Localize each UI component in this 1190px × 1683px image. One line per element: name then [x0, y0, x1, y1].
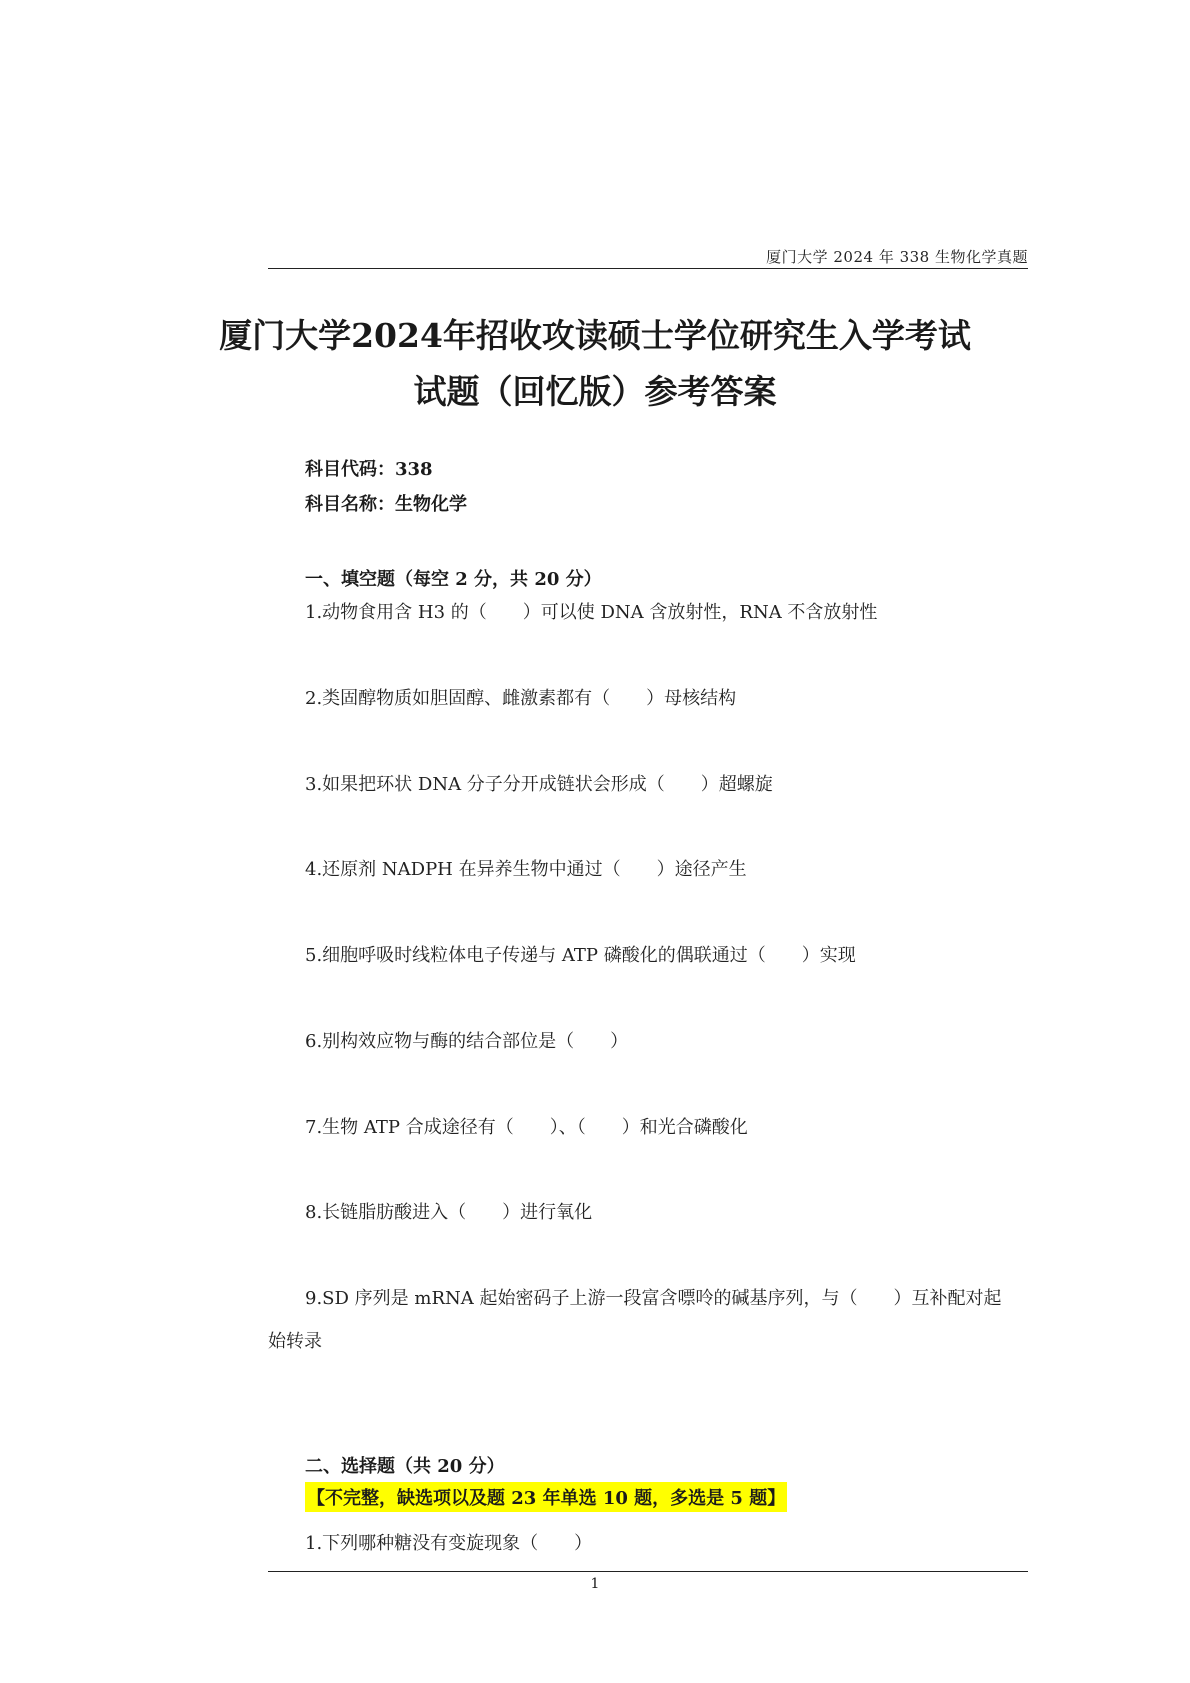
question-8: 8.长链脂肪酸进入（ ）进行氧化	[305, 1202, 593, 1223]
subject-name: 科目名称：生物化学	[305, 494, 467, 515]
page-number: 1	[590, 1576, 600, 1592]
question-3: 3.如果把环状 DNA 分子分开成链状会形成（ ）超螺旋	[305, 774, 773, 795]
question-9-line2: 始转录	[268, 1331, 322, 1352]
choice-question-1: 1.下列哪种糖没有变旋现象（ ）	[305, 1533, 593, 1554]
question-2: 2.类固醇物质如胆固醇、雌激素都有（ ）母核结构	[305, 688, 737, 709]
question-7: 7.生物 ATP 合成途径有（ ）、（ ）和光合磷酸化	[305, 1117, 748, 1138]
footer-rule	[268, 1571, 1028, 1572]
question-4: 4.还原剂 NADPH 在异养生物中通过（ ）途径产生	[305, 859, 747, 880]
header-rule	[268, 268, 1028, 269]
question-9-line1: 9.SD 序列是 mRNA 起始密码子上游一段富含嘌呤的碱基序列，与（ ）互补配对起	[305, 1288, 1002, 1309]
question-5: 5.细胞呼吸时线粒体电子传递与 ATP 磷酸化的偶联通过（ ）实现	[305, 945, 856, 966]
running-header: 厦门大学 2024 年 338 生物化学真题	[766, 248, 1028, 266]
question-1: 1.动物食用含 H3 的（ ）可以使 DNA 含放射性，RNA 不含放射性	[305, 602, 878, 623]
highlighted-note: 【不完整，缺选项以及题 23 年单选 10 题，多选是 5 题】	[305, 1482, 787, 1512]
section-heading-fill-blank: 一、填空题（每空 2 分，共 20 分）	[305, 569, 602, 590]
section-heading-choice: 二、选择题（共 20 分）	[305, 1456, 505, 1477]
document-subtitle: 试题（回忆版）参考答案	[413, 372, 777, 411]
question-6: 6.别构效应物与酶的结合部位是（ ）	[305, 1031, 629, 1052]
document-title: 厦门大学2024年招收攻读硕士学位研究生入学考试	[219, 316, 971, 355]
subject-code: 科目代码：338	[305, 459, 433, 480]
